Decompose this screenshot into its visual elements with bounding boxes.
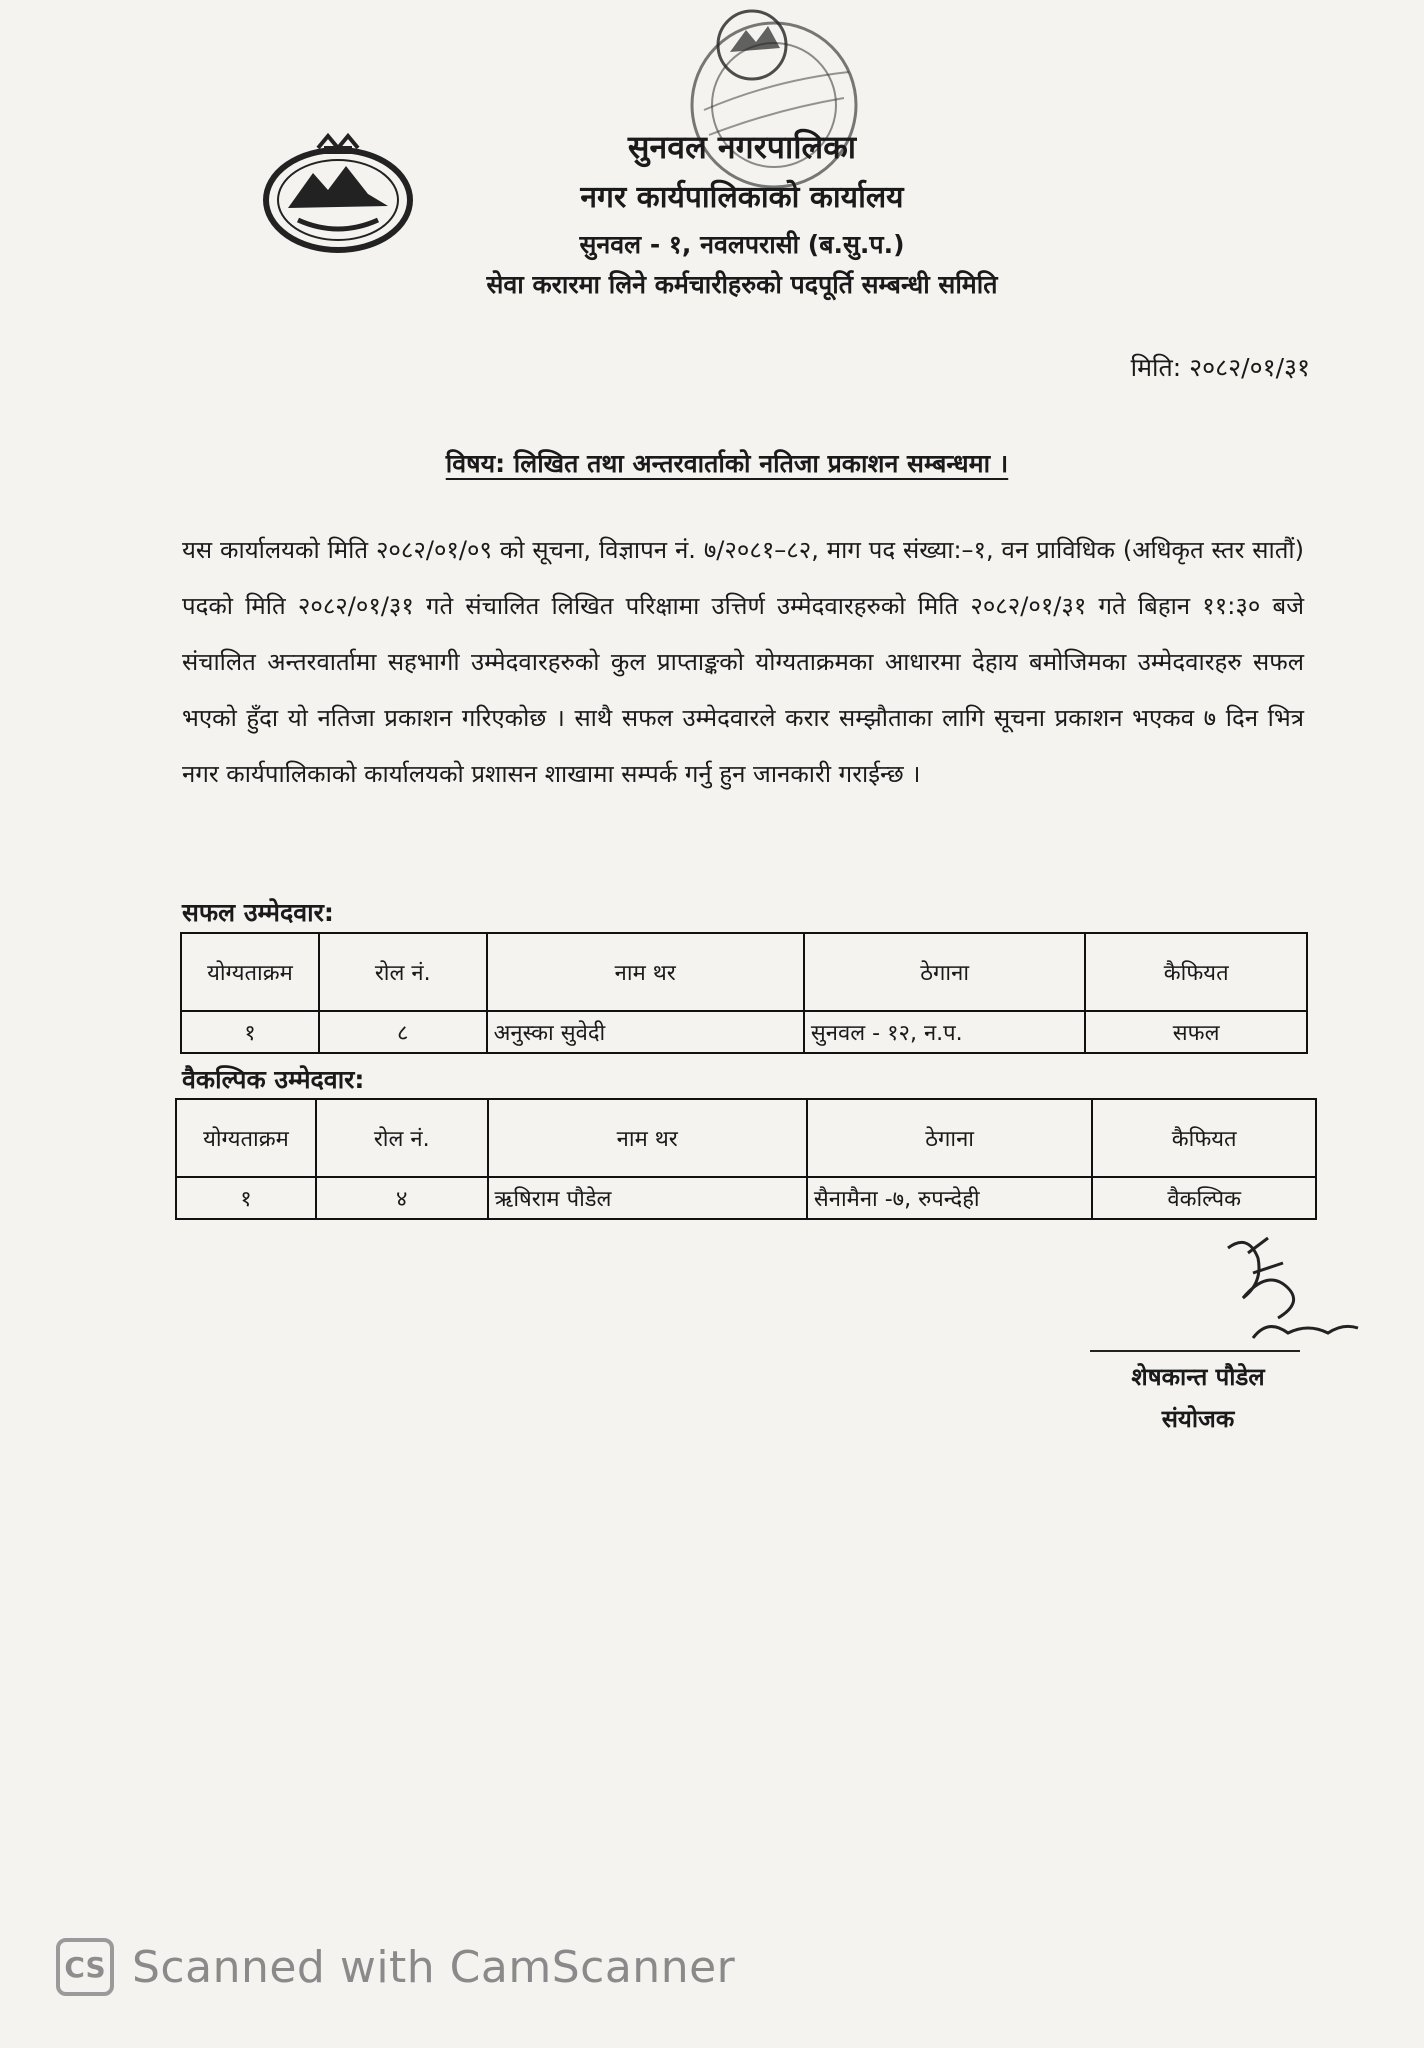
col-header-name: नाम थर [487,933,804,1011]
col-header-roll: रोल नं. [319,933,487,1011]
table-header-row [181,933,1307,1011]
cell-remarks: वैकल्पिक [1092,1177,1316,1219]
subject-text: विषय: लिखित तथा अन्तरवार्ताको नतिजा प्रकाशन सम्बन्धमा । [445,449,1009,478]
camscanner-logo-icon: CS [56,1938,114,1996]
cell-remarks: सफल [1085,1011,1307,1053]
col-header-name: नाम थर [488,1099,807,1177]
col-header-remarks: कैफियत [1085,933,1307,1011]
alternate-candidates-table [175,1098,1317,1220]
cell-roll: ८ [319,1011,487,1053]
subject-line [0,446,1424,480]
office-address: सुनवल - १, नवलपरासी (ब.सु.प.) [579,230,905,259]
col-header-rank: योग्यताक्रम [176,1099,316,1177]
cell-roll: ४ [316,1177,488,1219]
col-header-address: ठेगाना [804,933,1085,1011]
successful-section-title: सफल उम्मेदवार: [182,898,334,927]
committee-name: सेवा करारमा लिने कर्मचारीहरुको पदपूर्ति सम्बन्धी समिति [486,270,998,299]
signature-line [1090,1350,1300,1352]
cell-address: सुनवल - १२, न.प. [804,1011,1085,1053]
table-header-row [176,1099,1316,1177]
cell-name: अनुस्का सुवेदी [487,1011,804,1053]
notice-body: यस कार्यालयको मिति २०८२/०१/०९ को सूचना, विज्ञापन नं. ७/२०८१–८२, माग पद संख्या:–१, वन प्राविधिक (अधिकृत स्तर सातौं) पदको मिति २०८२/०१/३१ गते संचालित लिखित परिक्षामा उत्तिर्ण उम्मेदवारहरुको मिति २०८२/०१/३१ गते बिहान ११:३० बजे संचालित अन्तरवार्तामा सहभागी उम्मेदवारहरुको कुल प्राप्ताङ्कको योग्यताक्रमका आधारमा देहाय बमोजिमका उम्मेदवारहरु सफल भएको हुँदा यो नतिजा प्रकाशन गरिएकोछ । साथै सफल उम्मेदवारले करार सम्झौताका लागि सूचना प्रकाशन भएकव ७ दिन भित्र नगर कार्यपालिकाको कार्यालयको प्रशासन शाखामा सम्पर्क गर्नु हुन जानकारी गराईन्छ । [182,536,1304,788]
office-name: सुनवल नगरपालिका [627,128,857,166]
cell-rank: १ [176,1177,316,1219]
alternate-section-title: वैकल्पिक उम्मेदवार: [182,1065,365,1094]
signer-title: संयोजक [1161,1405,1235,1433]
document-date: मिति: २०८२/०१/३१ [1130,353,1310,382]
cell-rank: १ [181,1011,319,1053]
handwritten-signature-icon [1208,1228,1368,1348]
watermark-text: Scanned with CamScanner [132,1941,736,1993]
table-row [176,1177,1316,1219]
cell-address: सैनामैना -७, रुपन्देही [807,1177,1092,1219]
signer-name: शेषकान्त पौडेल [1131,1363,1265,1391]
col-header-remarks: कैफियत [1092,1099,1316,1177]
col-header-roll: रोल नं. [316,1099,488,1177]
col-header-address: ठेगाना [807,1099,1092,1177]
col-header-rank: योग्यताक्रम [181,933,319,1011]
camscanner-watermark [56,1932,735,2002]
cell-name: ऋषिराम पौडेल [488,1177,807,1219]
table-row [181,1011,1307,1053]
successful-candidates-table [180,932,1308,1054]
office-subtitle: नगर कार्यपालिकाको कार्यालय [580,180,904,215]
